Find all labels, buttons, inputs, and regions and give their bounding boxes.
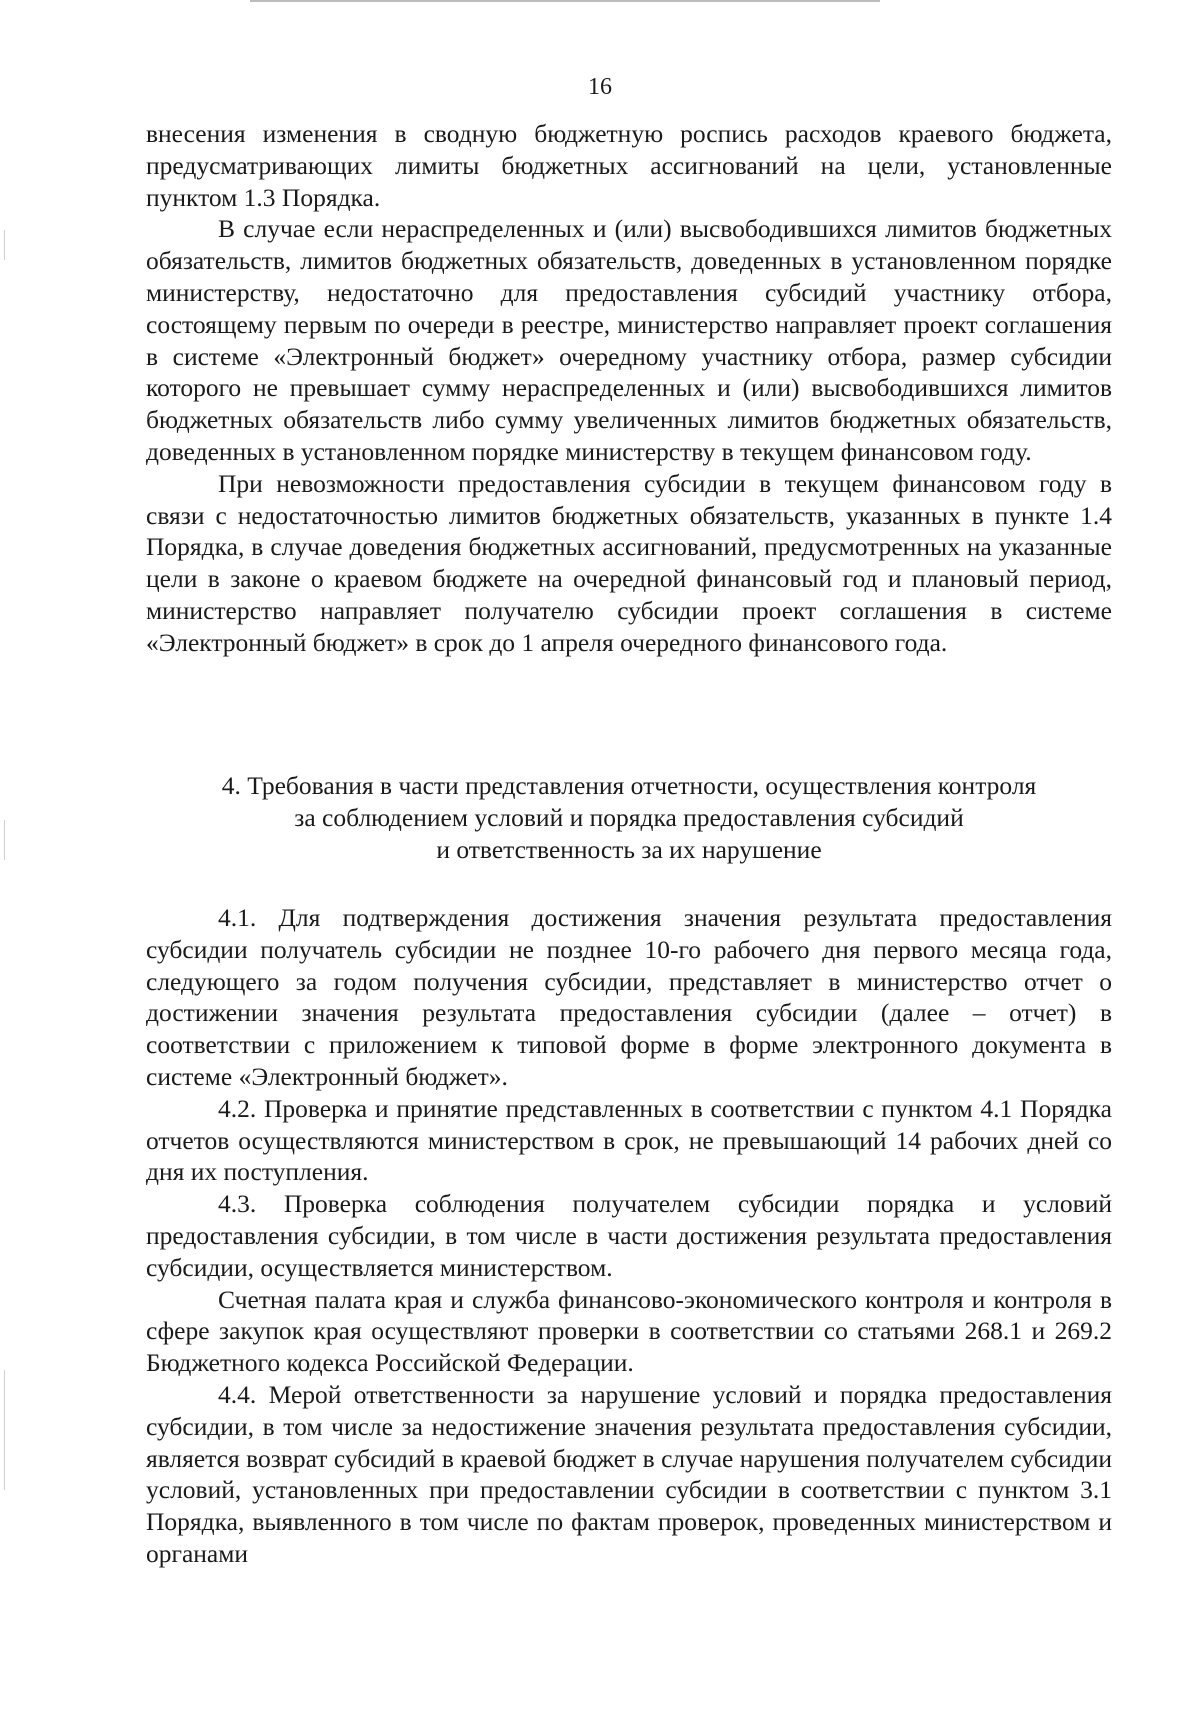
paragraph: внесения изменения в сводную бюджетную роспись расходов краевого бюджета, предусматривающих лимиты бюджетных ассигнований на цели, установленные пунктом 1.3 Порядка. [146, 119, 1112, 212]
paragraph: Счетная палата края и служба финансово-экономического контроля и контроля в сфере закупок края осуществляют проверки в соответствии со статьями 268.1 и 269.2 Бюджетного кодекса Российской Федерации. [146, 1284, 1112, 1378]
section-4-body [146, 902, 1112, 1570]
paragraph: При невозможности предоставления субсидии в текущем финансовом году в связи с недостаточностью лимитов бюджетных обязательств, указанных в пункте 1.4 Порядка, в случае доведения бюджетных ассигнований, предусмотренных на указанные цели в законе о краевом бюджете на очередной финансовый год и плановый период, министерство направляет получателю субсидии проект соглашения в системе «Электронный бюджет» в срок до 1 апреля очередного финансового года. [146, 468, 1112, 657]
paragraph-4-1: 4.1. Для подтверждения достижения значения результата предоставления субсидии получатель субсидии не позднее 10-го рабочего дня первого месяца года, следующего за годом получения субсидии, представляет в министерство отчет о достижении значения результата предоставления субсидии (далее – отчет) в соответствии с приложением к типовой форме в форме электронного документа в системе «Электронный бюджет». [146, 903, 1112, 1091]
scan-artifact-top-line [250, 0, 880, 2]
page-number: 16 [588, 74, 612, 100]
paragraph-4-4: 4.4. Мерой ответственности за нарушение условий и порядка предоставления субсидии, в том числе за недостижение значения результата предоставления субсидии, является возврат субсидий в краевой бюджет в случае нарушения получателем субсидии условий, установленных при предоставлении субсидии в соответствии с пунктом 3.1 Порядка, выявленного в том числе по фактам проверок, проведенных министерством и органами [146, 1379, 1112, 1568]
body-text-top [146, 118, 1112, 659]
section-heading-line: за соблюдением условий и порядка предоставления субсидий [294, 802, 964, 832]
section-heading-line: 4. Требования в части представления отчетности, осуществления контроля [221, 771, 1037, 800]
paragraph-4-2: 4.2. Проверка и принятие представленных в соответствии с пунктом 4.1 Порядка отчетов осуществляются министерством в срок, не превышающий 14 рабочих дней со дня их поступления. [146, 1093, 1112, 1187]
paragraph: В случае если нераспределенных и (или) высвободившихся лимитов бюджетных обязательств, лимитов бюджетных обязательств, доведенных в установленном порядке министерству, недостаточно для предоставления субсидий участнику отбора, состоящему первым по очереди в реестре, министерство направляет проект соглашения в системе «Электронный бюджет» очередному участнику отбора, размер субсидии которого не превышает сумму нераспределенных и (или) высвободившихся лимитов бюджетных обязательств либо сумму увеличенных лимитов бюджетных обязательств, доведенных в установленном порядке министерству в текущем финансовом году. [146, 214, 1112, 466]
section-heading [146, 770, 1112, 865]
scan-artifact-left-mark [4, 230, 5, 260]
scan-artifact-left-mark [4, 1370, 5, 1490]
paragraph-4-3: 4.3. Проверка соблюдения получателем субсидии порядка и условий предоставления субсидии, в том числе в части достижения результата предоставления субсидии, осуществляется министерством. [146, 1189, 1112, 1282]
scan-artifact-left-mark [4, 820, 5, 860]
section-heading-line: и ответственность за их нарушение [436, 834, 822, 864]
